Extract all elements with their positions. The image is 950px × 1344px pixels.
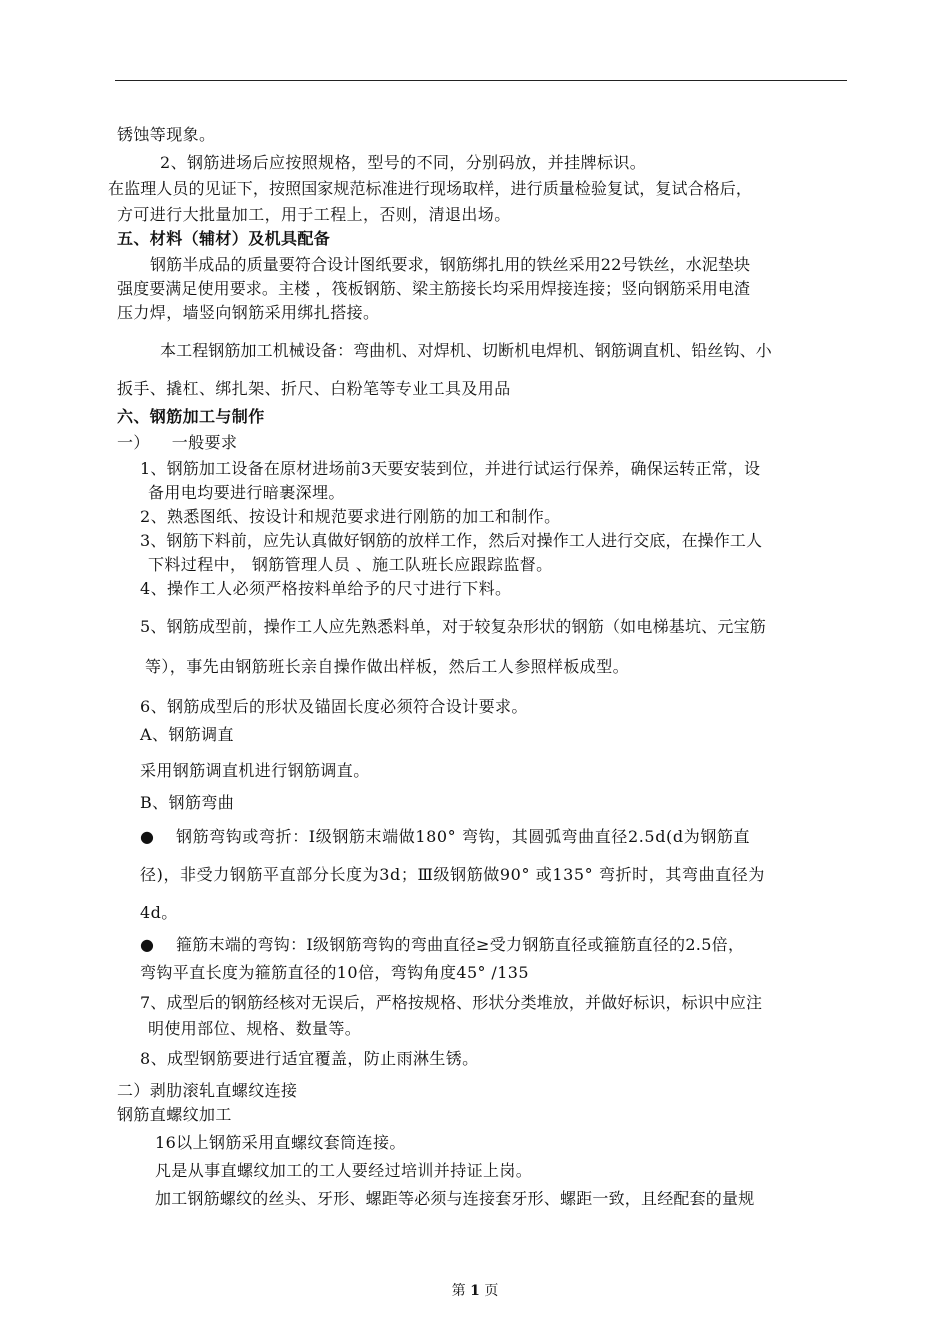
text-line: 4d。 bbox=[140, 903, 178, 922]
text-line: 16以上钢筋采用直螺纹套筒连接。 bbox=[155, 1133, 406, 1152]
text-line: B、钢筋弯曲 bbox=[140, 793, 235, 812]
text-line: 4、操作工人必须严格按料单给予的尺寸进行下料。 bbox=[140, 579, 512, 598]
text-line: 凡是从事直螺纹加工的工人要经过培训并持证上岗。 bbox=[155, 1161, 533, 1180]
page-footer bbox=[0, 1280, 950, 1300]
subsection-heading: 一） 一般要求 bbox=[117, 433, 238, 452]
subsection-heading: 二）剥肋滚轧直螺纹连接 bbox=[117, 1081, 298, 1100]
text-line: 钢筋弯钩或弯折：Ⅰ级钢筋末端做180° 弯钩，其圆弧弯曲直径2.5d(d为钢筋直 bbox=[176, 827, 751, 846]
footer-suffix: 页 bbox=[484, 1283, 499, 1299]
page-number: 1 bbox=[470, 1283, 480, 1299]
text-line: 备用电均要进行暗裹深埋。 bbox=[148, 483, 345, 502]
text-line: 钢筋直螺纹加工 bbox=[117, 1105, 232, 1124]
text-line: 扳手、撬杠、绑扎架、折尺、白粉笔等专业工具及用品 bbox=[117, 379, 511, 398]
text-line: 明使用部位、规格、数量等。 bbox=[148, 1019, 362, 1038]
text-line: 强度要满足使用要求。主楼 ，筏板钢筋、梁主筋接长均采用焊接连接；竖向钢筋采用电渣 bbox=[117, 279, 751, 298]
text-line: 1、钢筋加工设备在原材进场前3天要安装到位，并进行试运行保养，确保运转正常，设 bbox=[140, 459, 761, 478]
section-heading: 五、材料（辅材）及机具配备 bbox=[117, 229, 331, 248]
text-line: 5、钢筋成型前，操作工人应先熟悉料单，对于较复杂形状的钢筋（如电梯基坑、元宝筋 bbox=[140, 617, 766, 636]
bullet-icon: ● bbox=[140, 827, 154, 846]
text-line: 7、成型后的钢筋经核对无误后，严格按规格、形状分类堆放，并做好标识，标识中应注 bbox=[140, 993, 763, 1012]
text-line: 3、钢筋下料前，应先认真做好钢筋的放样工作，然后对操作工人进行交底，在操作工人 bbox=[140, 531, 763, 550]
text-line: 等），事先由钢筋班长亲自操作做出样板，然后工人参照样板成型。 bbox=[145, 657, 630, 676]
text-line: 加工钢筋螺纹的丝头、牙形、螺距等必须与连接套牙形、螺距一致，且经配套的量规 bbox=[155, 1189, 755, 1208]
text-line: 压力焊，墙竖向钢筋采用绑扎搭接。 bbox=[117, 303, 380, 322]
bullet-icon: ● bbox=[140, 935, 154, 954]
text-line: 方可进行大批量加工，用于工程上，否则，清退出场。 bbox=[117, 205, 511, 224]
text-line: 下料过程中， 钢筋管理人员 、施工队班长应跟踪监督。 bbox=[148, 555, 553, 574]
text-line: A、钢筋调直 bbox=[140, 725, 234, 744]
text-line: 在监理人员的见证下，按照国家规范标准进行现场取样，进行质量检验复试，复试合格后， bbox=[108, 179, 753, 198]
text-line: 径)，非受力钢筋平直部分长度为3d；Ⅲ级钢筋做90° 或135° 弯折时，其弯曲直径为 bbox=[140, 865, 765, 884]
section-heading: 六、钢筋加工与制作 bbox=[117, 407, 265, 426]
header-rule bbox=[115, 80, 847, 81]
footer-prefix: 第 bbox=[451, 1283, 466, 1299]
text-line: 2、钢筋进场后应按照规格，型号的不同，分别码放，并挂牌标识。 bbox=[160, 153, 647, 172]
text-line: 钢筋半成品的质量要符合设计图纸要求，钢筋绑扎用的铁丝采用22号铁丝，水泥垫块 bbox=[150, 255, 751, 274]
text-line: 6、钢筋成型后的形状及锚固长度必须符合设计要求。 bbox=[140, 697, 528, 716]
text-line: 2、熟悉图纸、按设计和规范要求进行刚筋的加工和制作。 bbox=[140, 507, 561, 526]
text-line: 采用钢筋调直机进行钢筋调直。 bbox=[140, 761, 370, 780]
text-line: 锈蚀等现象。 bbox=[117, 125, 216, 144]
text-line: 弯钩平直长度为箍筋直径的10倍，弯钩角度45° /135 bbox=[140, 963, 529, 982]
text-line: 8、成型钢筋要进行适宜覆盖，防止雨淋生锈。 bbox=[140, 1049, 479, 1068]
text-line: 箍筋末端的弯钩：Ⅰ级钢筋弯钩的弯曲直径≥受力钢筋直径或箍筋直径的2.5倍， bbox=[176, 935, 745, 954]
text-line: 本工程钢筋加工机械设备：弯曲机、对焊机、切断机电焊机、钢筋调直机、铅丝钩、小 bbox=[160, 341, 772, 360]
